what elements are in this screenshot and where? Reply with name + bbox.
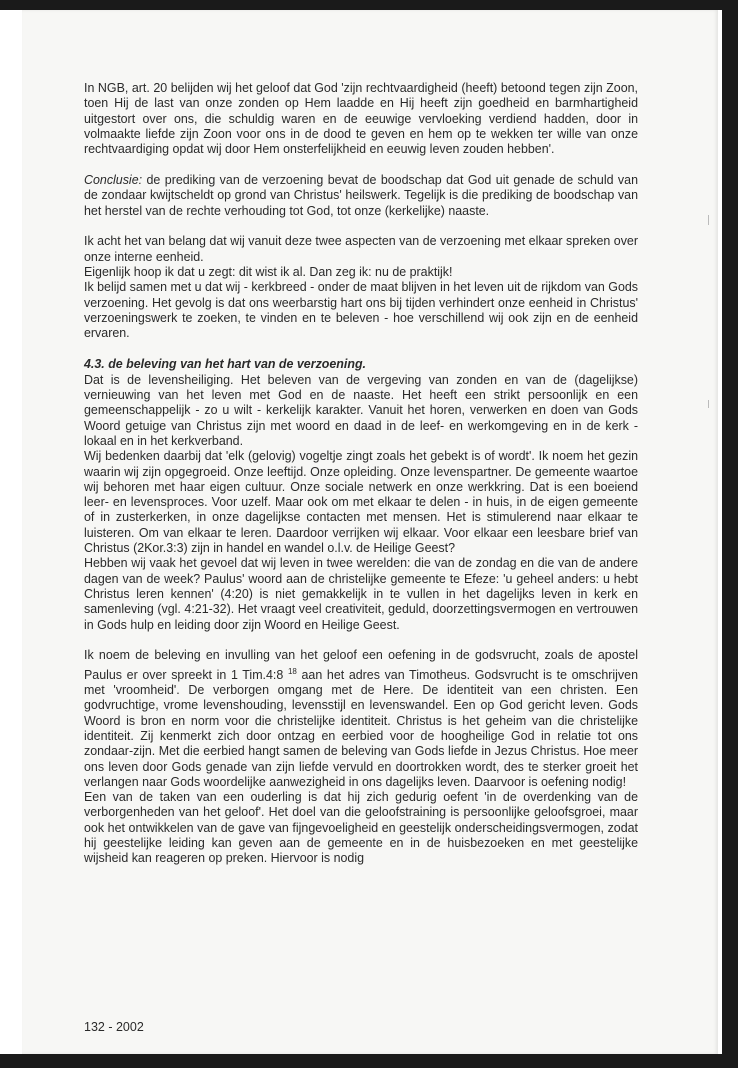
paragraph-text: Ik noem de beleving en invulling van het geloof een oefening in de godsvrucht, zoals de apostel Paulus er over spreekt in 1 Tim.4:8: [84, 648, 638, 682]
paragraph: Ik acht het van belang dat wij vanuit deze twee aspecten van de verzoening met elkaar spreken over onze interne eenheid.: [84, 234, 638, 264]
conclusion-label: Conclusie:: [84, 172, 143, 187]
scan-border-bottom: [0, 1054, 738, 1068]
page-body: [84, 81, 638, 867]
page-mark: [708, 215, 709, 225]
scan-border-right: [722, 0, 738, 1068]
paragraph: Ik belijd samen met u dat wij - kerkbreed - onder de maat blijven in het leven uit de rijkdom van Gods verzoening. Het gevolg is dat ons weerbarstig hart ons bij tijden verhindert onze eenheid in Christus' verzoeningswerk te zoeken, te vinden en te beleven - hoe verschillend wij ook zijn en de eenheid ervaren.: [84, 280, 638, 341]
paragraph: In NGB, art. 20 belijden wij het geloof dat God 'zijn rechtvaardigheid (heeft) betoond tegen zijn Zoon, toen Hij de last van onze zonden op Hem laadde en Hij heeft zijn goedheid en barmhartigheid uitgestort over ons, die schuldig waren en de eeuwige vervloeking verdiend hadden, door in volmaakte liefde zijn Zoon voor ons in de dood te geven en hem op te wekken ter wille van onze rechtvaardiging opdat wij door Hem onsterfelijkheid en eeuwig leven zouden hebben'.: [84, 81, 638, 157]
paragraph: Eigenlijk hoop ik dat u zegt: dit wist ik al. Dan zeg ik: nu de praktijk!: [84, 264, 453, 279]
section-heading: 4.3. de beleving van het hart van de verzoening.: [84, 357, 366, 372]
paragraph: Wij bedenken daarbij dat 'elk (gelovig) vogeltje zingt zoals het gebekt is of wordt'. Ik noem het gezin waarin wij zijn opgegroeid. Onze leeftijd. Onze opleiding. Onze levenspartner. De gemeente waartoe wij behoren met haar eigen cultuur. Onze sociale netwerk en onze werkkring. Dat is een boeiend leer- en levensproces. Voor uzelf. Maar ook om met elkaar te delen - in huis, in de eigen gemeente of in zusterkerken, in onze dagelijkse contacten met mensen. Het is stimulerend naar elkaar te luisteren. Om van elkaar te leren. Daardoor verrijken wij elkaar. Voor elkaar een leesbare brief van Christus (2Kor.3:3) zijn in handel en wandel o.l.v. de Heilige Geest?: [84, 449, 638, 556]
paragraph: [84, 173, 638, 219]
page-number: 132 - 2002: [84, 1020, 144, 1034]
paragraph-text: de prediking van de verzoening bevat de boodschap dat God uit genade de schuld van de zondaar kwijtscheldt op grond van Christus' heilswerk. Tegelijk is die prediking de boodschap van het herstel van de rechte verhouding tot God, tot onze (kerkelijke) naaste.: [84, 172, 638, 218]
scan-border-top: [0, 0, 738, 10]
paragraph: Dat is de levensheiliging. Het beleven van de vergeving van zonden en van de (dagelijkse) vernieuwing van het leven met God en de naaste. Het heeft een strikt persoonlijk en een gemeenschappelijk - zo u wilt - kerkelijk karakter. Vanuit het horen, verwerken en doen van Gods Woord getuige van Christus zijn met woord en daad in de leef- en werkomgeving en in de kerk - lokaal en in het kerkverband.: [84, 372, 638, 448]
page-mark: [708, 400, 709, 408]
footnote-ref: 18: [287, 666, 297, 676]
paragraph: Een van de taken van een ouderling is dat hij zich gedurig oefent 'in de overdenking van de verborgenheden van het geloof'. Het doel van die geloofstraining is persoonlijke geloofsgroei, maar ook het ontwikkelen van de gave van fijngevoeligheid en geestelijk onderscheidingsvermogen, zodat hij geestelijke leiding kan geven aan de gemeente en in de huisbezoeken en met geestelijke wijsheid kan reageren op preken. Hiervoor is nodig: [84, 790, 638, 866]
paragraph: Hebben wij vaak het gevoel dat wij leven in twee werelden: die van de zondag en die van de andere dagen van de week? Paulus' woord aan de christelijke gemeente te Efeze: 'u geheel anders: u hebt Christus leren kennen' (4:20) is niet gemakkelijk in te vullen in het dagelijks leven in kerk en samenleving (vgl. 4:21-32). Het vraagt veel creativiteit, geduld, doorzettingsvermogen en vertrouwen in Gods hulp en leiding door zijn Woord en Heilige Geest.: [84, 556, 638, 632]
paragraph: [84, 648, 638, 790]
paragraph-text: aan het adres van Timotheus. Godsvrucht is te omschrijven met 'vroomheid'. De verborgen omgang met de Here. De identiteit van een christen. Een godvruchtige, vrome levenshouding, levensstijl en levenswandel. Een op God gericht leven. Gods Woord is bron en norm voor die christelijke identiteit. Christus is het geheim van die christelijke identiteit. Zij kenmerkt zich door ontzag en eerbied voor de hoogheilige God in relatie tot ons zondaar-zijn. Met die eerbied hangt samen de beleving van Gods liefde in Jezus Christus. Hoe meer ons leven door Gods genade van zijn liefde vervuld en doortrokken wordt, des te sterker groeit het verlangen naar Gods woordelijke aanwezigheid in ons dagelijks leven. Daarvoor is oefening nodig!: [84, 667, 638, 789]
